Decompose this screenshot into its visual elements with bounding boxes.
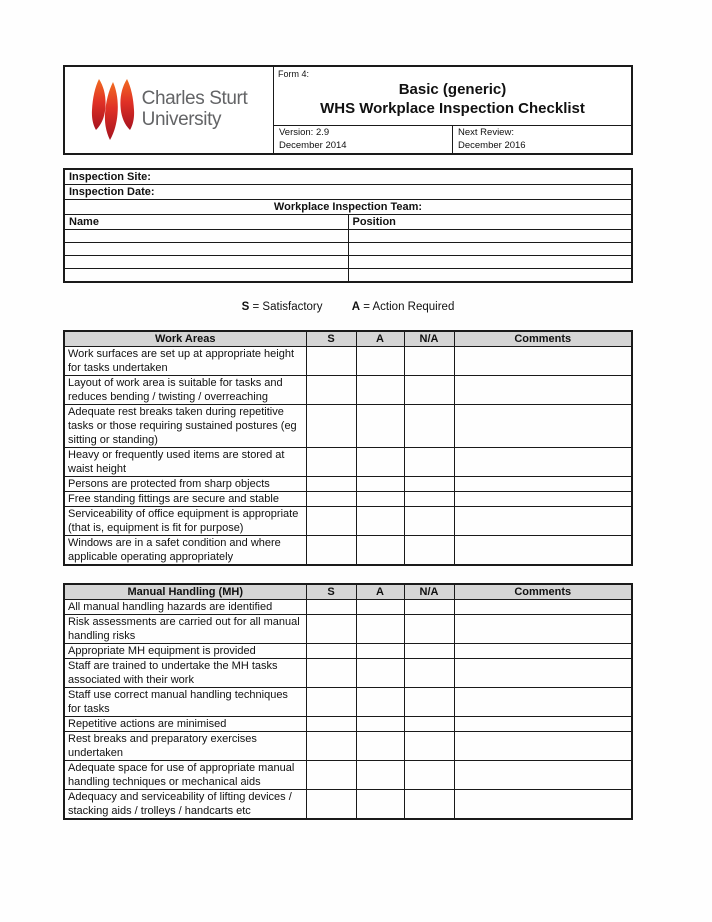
a-cell[interactable] [356, 491, 404, 506]
column-header-s: S [306, 584, 356, 599]
column-header-comments: Comments [454, 584, 632, 599]
name-cell[interactable] [64, 256, 348, 269]
checklist-item-text: All manual handling hazards are identified [64, 599, 306, 614]
checklist-item-text: Windows are in a safet condition and where applicable operating appropriately [64, 535, 306, 565]
position-column-header: Position [348, 215, 632, 230]
checklist-item-text: Persons are protected from sharp objects [64, 476, 306, 491]
comments-cell[interactable] [454, 375, 632, 404]
checklist-item-text: Serviceability of office equipment is appropriate (that is, equipment is fit for purpose) [64, 506, 306, 535]
a-cell[interactable] [356, 643, 404, 658]
table-row [64, 491, 632, 506]
s-cell[interactable] [306, 643, 356, 658]
checklist-item-text: Rest breaks and preparatory exercises undertaken [64, 731, 306, 760]
name-cell[interactable] [64, 243, 348, 256]
comments-cell[interactable] [454, 404, 632, 447]
checklist-item-text: Adequate rest breaks taken during repetitive tasks or those requiring sustained postures (eg sitting or standing) [64, 404, 306, 447]
s-cell[interactable] [306, 614, 356, 643]
comments-cell[interactable] [454, 716, 632, 731]
table-row [64, 789, 632, 819]
checklist-item-text: Work surfaces are set up at appropriate height for tasks undertaken [64, 346, 306, 375]
na-cell[interactable] [404, 491, 454, 506]
team-header-label: Workplace Inspection Team: [64, 200, 632, 215]
team-empty-row [64, 230, 632, 243]
inspection-date-label: Inspection Date: [69, 186, 155, 198]
column-header-s: S [306, 331, 356, 346]
csu-logo-text [142, 89, 248, 130]
column-header-a: A [356, 331, 404, 346]
review-date: December 2016 [458, 139, 526, 151]
table-row [64, 447, 632, 476]
position-cell[interactable] [348, 230, 632, 243]
position-cell[interactable] [348, 269, 632, 282]
form-title-cell [274, 67, 631, 153]
s-cell[interactable] [306, 535, 356, 565]
checklist-item-text: Repetitive actions are minimised [64, 716, 306, 731]
na-cell[interactable] [404, 599, 454, 614]
inspection-info-table [63, 168, 633, 283]
table-row [64, 731, 632, 760]
na-cell[interactable] [404, 346, 454, 375]
a-cell[interactable] [356, 375, 404, 404]
comments-cell[interactable] [454, 476, 632, 491]
na-cell[interactable] [404, 716, 454, 731]
comments-cell[interactable] [454, 535, 632, 565]
s-cell[interactable] [306, 789, 356, 819]
column-header-na: N/A [404, 331, 454, 346]
version-date: December 2014 [279, 139, 347, 151]
a-cell[interactable] [356, 599, 404, 614]
na-cell[interactable] [404, 614, 454, 643]
na-cell[interactable] [404, 535, 454, 565]
na-cell[interactable] [404, 789, 454, 819]
name-column-header: Name [64, 215, 348, 230]
name-cell[interactable] [64, 230, 348, 243]
manual-handling-table [63, 583, 633, 820]
version-box [274, 126, 453, 153]
comments-cell[interactable] [454, 643, 632, 658]
legend [63, 301, 633, 313]
work-areas-table [63, 330, 633, 566]
checklist-item-text: Adequacy and serviceability of lifting devices / stacking aids / trolleys / handcarts etc [64, 789, 306, 819]
comments-cell[interactable] [454, 491, 632, 506]
comments-cell[interactable] [454, 346, 632, 375]
table-row [64, 476, 632, 491]
logo-line1: Charles Sturt [141, 88, 248, 110]
na-cell[interactable] [404, 476, 454, 491]
s-cell[interactable] [306, 346, 356, 375]
a-cell[interactable] [356, 476, 404, 491]
s-cell[interactable] [306, 716, 356, 731]
comments-cell[interactable] [454, 731, 632, 760]
checklist-item-text: Staff use correct manual handling techniques for tasks [64, 687, 306, 716]
table-row [64, 375, 632, 404]
table-row [64, 404, 632, 447]
comments-cell[interactable] [454, 506, 632, 535]
team-empty-row [64, 269, 632, 282]
a-cell[interactable] [356, 731, 404, 760]
team-header-row [64, 200, 632, 215]
table-row [64, 535, 632, 565]
a-cell[interactable] [356, 760, 404, 789]
title-line1: Basic (generic) [398, 81, 507, 98]
table-row [64, 506, 632, 535]
a-cell[interactable] [356, 658, 404, 687]
a-cell[interactable] [356, 506, 404, 535]
s-cell[interactable] [306, 404, 356, 447]
s-cell[interactable] [306, 658, 356, 687]
legend-action-required: A = Action Required [351, 301, 455, 313]
a-cell[interactable] [356, 789, 404, 819]
s-cell[interactable] [306, 375, 356, 404]
inspection-site-field[interactable] [64, 169, 632, 185]
comments-cell[interactable] [454, 789, 632, 819]
na-cell[interactable] [404, 404, 454, 447]
document-title [274, 79, 631, 125]
legend-satisfactory: S = Satisfactory [241, 301, 323, 313]
na-cell[interactable] [404, 687, 454, 716]
na-cell[interactable] [404, 643, 454, 658]
s-cell[interactable] [306, 491, 356, 506]
checklist-item-text: Staff are trained to undertake the MH tasks associated with their work [64, 658, 306, 687]
na-cell[interactable] [404, 658, 454, 687]
name-cell[interactable] [64, 269, 348, 282]
csu-logo [65, 67, 274, 153]
column-header-na: N/A [404, 584, 454, 599]
a-cell[interactable] [356, 614, 404, 643]
a-cell[interactable] [356, 346, 404, 375]
a-cell[interactable] [356, 687, 404, 716]
csu-flame-icon [91, 78, 135, 142]
na-cell[interactable] [404, 375, 454, 404]
next-review-box [453, 126, 531, 153]
s-cell[interactable] [306, 731, 356, 760]
team-empty-row [64, 243, 632, 256]
inspection-site-label: Inspection Site: [69, 171, 151, 183]
a-cell[interactable] [356, 535, 404, 565]
table-row [64, 716, 632, 731]
table-row [64, 599, 632, 614]
comments-cell[interactable] [454, 687, 632, 716]
checklist-item-text: Appropriate MH equipment is provided [64, 643, 306, 658]
checklist-item-text: Layout of work area is suitable for tasks and reduces bending / twisting / overreaching [64, 375, 306, 404]
inspection-date-row [64, 185, 632, 200]
version-row [274, 125, 631, 153]
version-label: Version: 2.9 [279, 127, 330, 138]
table-header-row [64, 584, 632, 599]
inspection-date-field[interactable] [64, 185, 632, 200]
comments-cell[interactable] [454, 614, 632, 643]
table-row [64, 346, 632, 375]
na-cell[interactable] [404, 760, 454, 789]
table-row [64, 687, 632, 716]
s-cell[interactable] [306, 687, 356, 716]
column-header-comments: Comments [454, 331, 632, 346]
form-number-label: Form 4: [278, 69, 310, 79]
comments-cell[interactable] [454, 760, 632, 789]
na-cell[interactable] [404, 506, 454, 535]
s-cell[interactable] [306, 599, 356, 614]
table-row [64, 614, 632, 643]
team-empty-row [64, 256, 632, 269]
checklist-item-text: Risk assessments are carried out for all manual handling risks [64, 614, 306, 643]
table-row [64, 658, 632, 687]
comments-cell[interactable] [454, 599, 632, 614]
table-title-header: Work Areas [64, 331, 306, 346]
a-cell[interactable] [356, 716, 404, 731]
na-cell[interactable] [404, 731, 454, 760]
checklist-item-text: Free standing fittings are secure and stable [64, 491, 306, 506]
title-line2: WHS Workplace Inspection Checklist [320, 99, 585, 117]
inspection-site-row [64, 169, 632, 185]
a-cell[interactable] [356, 404, 404, 447]
table-header-row [64, 331, 632, 346]
comments-cell[interactable] [454, 658, 632, 687]
table-row [64, 760, 632, 789]
position-cell[interactable] [348, 256, 632, 269]
logo-line2: University [141, 109, 222, 130]
column-header-a: A [356, 584, 404, 599]
s-cell[interactable] [306, 447, 356, 476]
position-cell[interactable] [348, 243, 632, 256]
table-title-header: Manual Handling (MH) [64, 584, 306, 599]
review-label: Next Review: [458, 127, 514, 138]
table-row [64, 643, 632, 658]
s-cell[interactable] [306, 506, 356, 535]
form-header [63, 65, 633, 155]
s-cell[interactable] [306, 760, 356, 789]
comments-cell[interactable] [454, 447, 632, 476]
a-cell[interactable] [356, 447, 404, 476]
s-cell[interactable] [306, 476, 356, 491]
checklist-item-text: Adequate space for use of appropriate manual handling techniques or mechanical aids [64, 760, 306, 789]
name-position-header-row [64, 215, 632, 230]
checklist-item-text: Heavy or frequently used items are stored at waist height [64, 447, 306, 476]
na-cell[interactable] [404, 447, 454, 476]
